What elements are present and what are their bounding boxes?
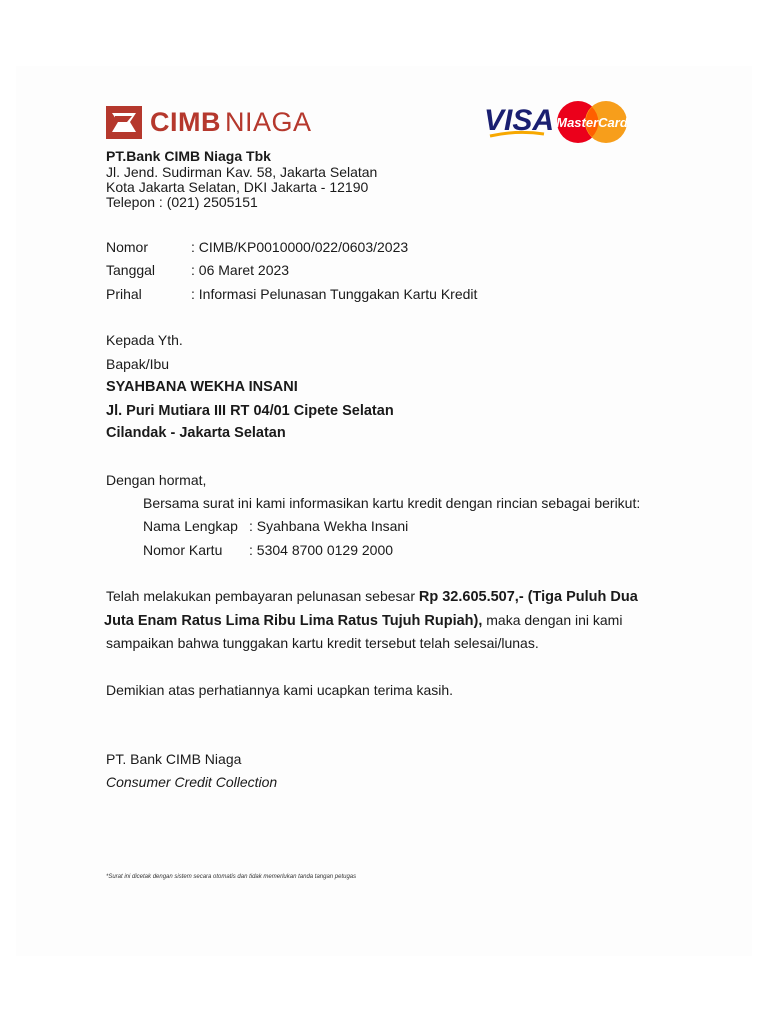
recipient-name: SYAHBANA WEKHA INSANI	[106, 379, 298, 395]
tanggal-value: : 06 Maret 2023	[191, 262, 290, 278]
visa-mastercard-logo	[482, 96, 632, 146]
payment-line-1-prefix: Telah melakukan pembayaran pelunasan sebesar	[106, 588, 419, 604]
recipient-address-1: Jl. Puri Mutiara III RT 04/01 Cipete Selatan	[106, 403, 394, 419]
recipient-address-2: Cilandak - Jakarta Selatan	[106, 425, 286, 441]
logo-text-niaga: NIAGA	[225, 106, 312, 137]
company-phone: Telepon : (021) 2505151	[106, 194, 258, 210]
nomor-kartu-label: Nomor Kartu	[143, 542, 223, 558]
greeting: Dengan hormat,	[106, 472, 207, 488]
intro-paragraph: Bersama surat ini kami informasikan kartu kredit dengan rincian sebagai berikut:	[143, 495, 641, 511]
nama-lengkap-value: : Syahbana Wekha Insani	[249, 518, 409, 534]
signature-company: PT. Bank CIMB Niaga	[106, 751, 242, 767]
nomor-value: : CIMB/KP0010000/022/0603/2023	[191, 239, 409, 255]
payment-line-1	[106, 588, 638, 605]
prihal-label: Prihal	[106, 286, 142, 302]
mastercard-logo-text: MasterCard	[556, 115, 628, 130]
payment-amount-words: Juta Enam Ratus Lima Ribu Lima Ratus Tujuh Rupiah),	[104, 613, 483, 629]
payment-line-2-rest: maka dengan ini kami	[482, 612, 623, 628]
payment-line-3: sampaikan bahwa tunggakan kartu kredit tersebut telah selesai/lunas.	[106, 635, 539, 651]
signature-department: Consumer Credit Collection	[106, 774, 278, 790]
closing-line: Demikian atas perhatiannya kami ucapkan terima kasih.	[106, 682, 454, 698]
logo-text-cimb: CIMB	[150, 106, 221, 137]
company-address-2: Kota Jakarta Selatan, DKI Jakarta - 12190	[106, 179, 369, 195]
company-address-1: Jl. Jend. Sudirman Kav. 58, Jakarta Selatan	[106, 164, 378, 180]
nomor-label: Nomor	[106, 239, 149, 255]
prihal-value: : Informasi Pelunasan Tunggakan Kartu Kredit	[191, 286, 478, 302]
nomor-kartu-value: : 5304 8700 0129 2000	[249, 542, 394, 558]
footnote: *Surat ini dicetak dengan sistem secara otomatis dan tidak memerlukan tanda tangan petugas	[106, 874, 357, 880]
cimb-niaga-logo	[106, 102, 322, 142]
salutation-kepada: Kepada Yth.	[106, 332, 183, 348]
tanggal-label: Tanggal	[106, 262, 156, 278]
visa-logo-text: VISA	[484, 104, 555, 137]
company-name: PT.Bank CIMB Niaga Tbk	[106, 148, 271, 164]
payment-amount: Rp 32.605.507,- (Tiga Puluh Dua	[418, 589, 638, 605]
salutation-bapak-ibu: Bapak/Ibu	[106, 356, 170, 372]
cimb-logo-mark-icon	[106, 106, 142, 139]
payment-line-2	[104, 612, 622, 629]
nama-lengkap-label: Nama Lengkap	[143, 518, 238, 534]
